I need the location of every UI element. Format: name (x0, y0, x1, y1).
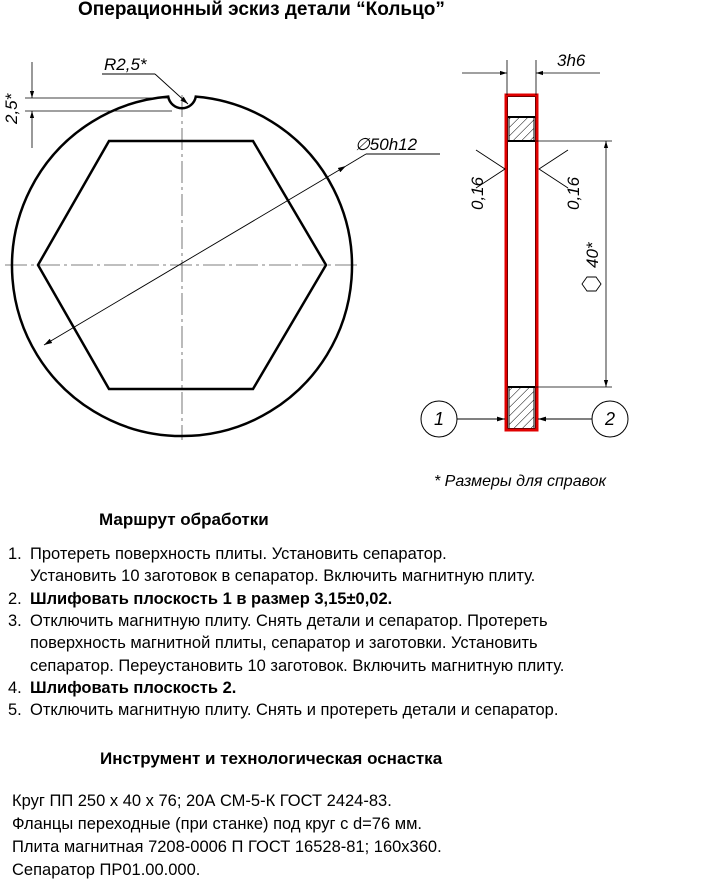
route-step-1-line-2 (8, 565, 703, 587)
page-title: Операционный эскиз детали “Кольцо” (78, 0, 445, 20)
callout-label-1: 1 (433, 409, 445, 429)
diameter-leader (346, 154, 366, 166)
callout-label-2: 2 (604, 409, 616, 429)
machined-surfaces-highlight (506, 95, 537, 430)
route-heading: Маршрут обработки (99, 510, 269, 529)
route-step-text: Отключить магнитную плиту. Снять детали и сепаратор. Протереть (30, 611, 548, 630)
route-step-1-line-1 (8, 543, 703, 565)
route-step-4-line-1 (8, 677, 703, 699)
hex-symbol-icon (582, 277, 601, 291)
route-step-text: сепаратор. Переустановить 10 заготовок. Включить магнитную плиту. (30, 656, 565, 675)
diameter-line (44, 166, 346, 345)
tooling-line-2: Фланцы переходные (при станке) под круг с d=76 мм. (12, 815, 423, 833)
reference-note: * Размеры для справок (434, 473, 607, 490)
front-view (5, 62, 440, 440)
side-outline (507, 96, 536, 429)
route-step-text: Протереть поверхность плиты. Установить сепаратор. (30, 545, 447, 563)
flatness-left-label: 0,16 (468, 176, 487, 210)
route-step-number: 2. (8, 589, 22, 608)
route-step-5-line-1 (8, 699, 703, 721)
thickness-label: 3h6 (557, 51, 586, 70)
hex-size-label: 40* (583, 242, 602, 268)
section-top-hatch (509, 117, 534, 141)
tooling-heading: Инструмент и технологическая оснастка (100, 749, 443, 768)
tooling-line-1: Круг ПП 250 х 40 х 76; 20А СМ-5-К ГОСТ 2424-83. (12, 792, 392, 810)
route-step-2-line-1 (8, 588, 703, 610)
tooling-line-3: Плита магнитная 7208-0006 П ГОСТ 16528-81; 160х360. (12, 838, 442, 856)
notch-depth-label: 2,5* (2, 93, 21, 124)
route-step-3-line-2 (8, 632, 703, 654)
route-step-text: Установить 10 заготовок в сепаратор. Включить магнитную плиту. (30, 567, 536, 586)
route-step-number: 4. (8, 678, 22, 697)
route-step-number: 1. (8, 545, 22, 563)
diameter-label: ∅50h12 (355, 135, 418, 154)
route-step-number: 5. (8, 701, 22, 720)
radius-leader-arrow (155, 74, 188, 104)
radius-label: R2,5* (104, 55, 147, 74)
route-step-3-line-1 (8, 610, 703, 632)
flatness-right-label: 0,16 (564, 176, 583, 210)
route-step-text: Шлифовать плоскость 2. (30, 678, 237, 697)
route-step-text: Отключить магнитную плиту. Снять и протереть детали и сепаратор. (30, 701, 559, 720)
route-step-3-line-3 (8, 655, 703, 677)
route-step-text: поверхность магнитной плиты, сепаратор и заготовки. Установить (30, 634, 538, 653)
route-step-text: Шлифовать плоскость 1 в размер 3,15±0,02. (30, 589, 393, 608)
route-step-number: 3. (8, 611, 22, 630)
section-bottom-hatch (509, 387, 534, 429)
tooling-line-4: Сепаратор ПР01.00.000. (12, 861, 201, 879)
